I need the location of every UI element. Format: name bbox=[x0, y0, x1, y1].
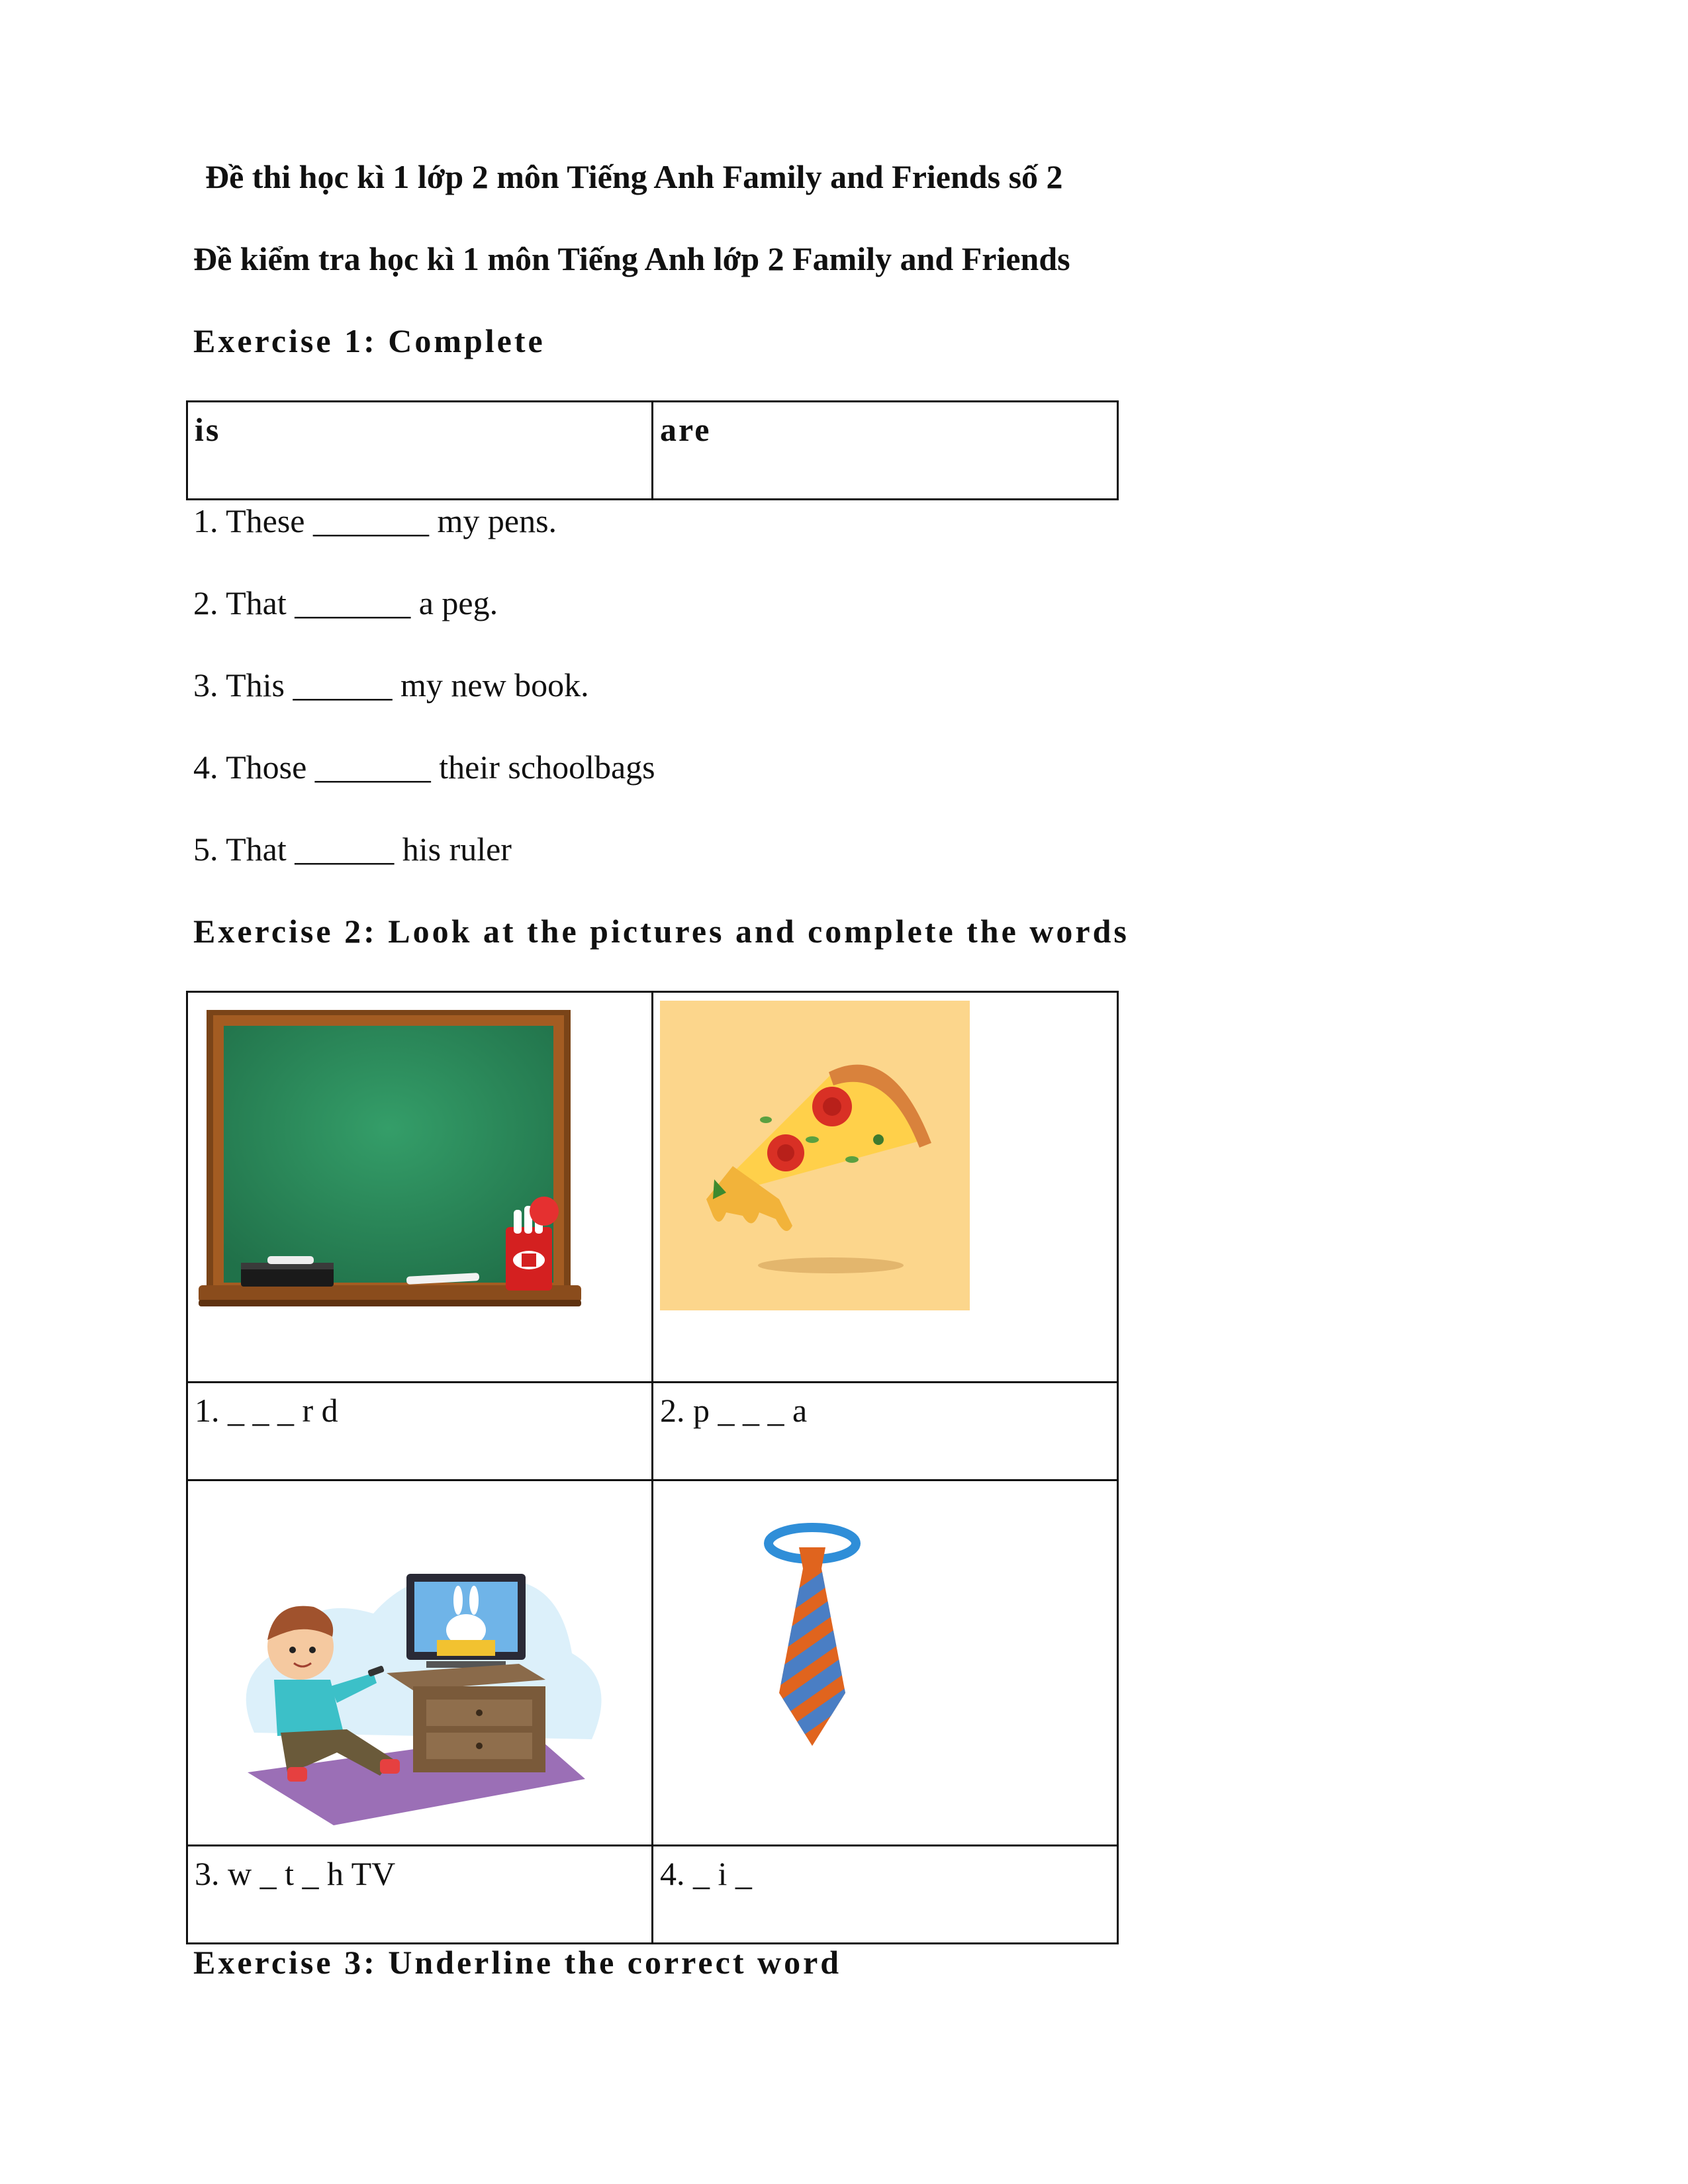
necktie-illustration bbox=[753, 1521, 872, 1759]
label-cell-1 bbox=[187, 1383, 653, 1480]
exercise1-word-box bbox=[186, 400, 1119, 500]
label-cell-2 bbox=[653, 1383, 1118, 1480]
exercise1-heading: Exercise 1: Complete bbox=[193, 322, 545, 359]
exercise1-item-2: 2. That _______ a peg. bbox=[193, 584, 498, 621]
exercise2-heading: Exercise 2: Look at the pictures and complete the words bbox=[193, 913, 1129, 950]
blackboard-illustration bbox=[195, 1001, 585, 1318]
label-cell-4 bbox=[653, 1846, 1118, 1944]
pizza-slice-illustration bbox=[660, 1001, 970, 1310]
word-are: are bbox=[660, 411, 712, 448]
picture-label-1: 1. _ _ _ r d bbox=[195, 1392, 338, 1429]
picture-cell-3 bbox=[187, 1480, 653, 1846]
page-subtitle: Đề kiểm tra học kì 1 môn Tiếng Anh lớp 2 Family and Friends bbox=[193, 240, 1070, 277]
page-title: Đề thi học kì 1 lớp 2 môn Tiếng Anh Family and Friends số 2 bbox=[205, 158, 1063, 195]
exercise1-item-5: 5. That ______ his ruler bbox=[193, 831, 512, 868]
exercise1-item-1: 1. These _______ my pens. bbox=[193, 502, 557, 539]
label-cell-3 bbox=[187, 1846, 653, 1944]
boy-watching-tv-illustration bbox=[214, 1521, 625, 1832]
picture-cell-4 bbox=[653, 1480, 1118, 1846]
exercise1-item-3: 3. This ______ my new book. bbox=[193, 666, 589, 704]
word-is: is bbox=[195, 411, 221, 448]
exercise3-heading: Exercise 3: Underline the correct word bbox=[193, 1944, 842, 1981]
picture-label-4: 4. _ i _ bbox=[660, 1855, 752, 1892]
exercise1-item-4: 4. Those _______ their schoolbags bbox=[193, 749, 655, 786]
exercise2-picture-table bbox=[186, 991, 1119, 1944]
word-box-cell bbox=[187, 402, 653, 500]
picture-cell-2 bbox=[653, 992, 1118, 1383]
picture-label-3: 3. w _ t _ h TV bbox=[195, 1855, 396, 1892]
picture-label-2: 2. p _ _ _ a bbox=[660, 1392, 808, 1429]
picture-cell-1 bbox=[187, 992, 653, 1383]
word-box-cell bbox=[653, 402, 1118, 500]
